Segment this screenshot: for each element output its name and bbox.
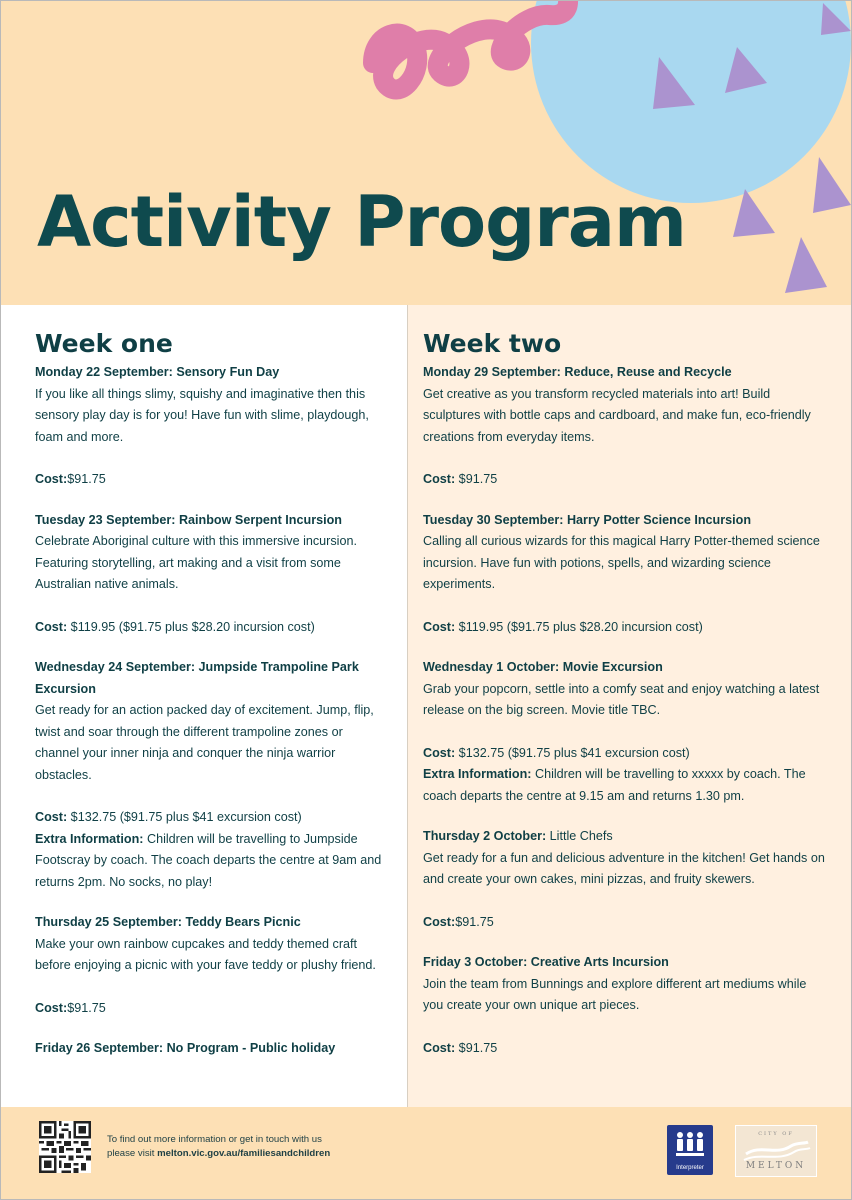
activity-item	[423, 826, 825, 933]
activity-cost	[35, 469, 385, 491]
activity-description: Grab your popcorn, settle into a comfy seat and enjoy watching a latest release on the big screen. Movie title TBC.	[423, 681, 820, 717]
activity-description: Get creative as you transform recycled materials into art! Build sculptures with bottle caps and cardboard, and make fun, eco-friendly creations from everyday items.	[423, 386, 811, 444]
activity-item	[423, 952, 825, 1059]
cost-label: Cost:	[35, 472, 68, 486]
week-two-column	[407, 305, 851, 1107]
activity-heading: Monday 22 September: Sensory Fun Day	[35, 365, 280, 379]
activity-heading: Friday 26 September: No Program - Public holiday	[35, 1041, 336, 1055]
week-one-title: Week one	[35, 329, 173, 358]
footer-info-text	[107, 1133, 330, 1161]
activity-item	[35, 912, 385, 1019]
interpreter-logo	[667, 1125, 713, 1175]
activity-heading: Tuesday 23 September: Rainbow Serpent Incursion	[35, 512, 342, 527]
activity-cost	[423, 912, 825, 934]
purple-triangle-shape	[733, 189, 775, 237]
activity-heading: Friday 3 October: Creative Arts Incursion	[423, 955, 669, 969]
cost-value: $132.75 ($91.75 plus $41 excursion cost)	[455, 745, 690, 760]
activity-cost	[423, 743, 825, 765]
activity-description: Join the team from Bunnings and explore different art mediums while you create your own unique art pieces.	[423, 976, 807, 1012]
activity-heading: Thursday 25 September: Teddy Bears Picnic	[35, 915, 301, 929]
activity-cost	[423, 469, 825, 491]
melton-logo-text: MELTON	[745, 1161, 807, 1171]
cost-value: $132.75 ($91.75 plus $41 excursion cost)	[67, 810, 302, 824]
purple-triangle-shape	[785, 237, 827, 293]
activity-cost	[423, 1038, 825, 1060]
week-two-title: Week two	[423, 329, 562, 358]
activity-heading: Wednesday 24 September: Jumpside Trampoline Park Excursion	[35, 660, 359, 696]
purple-triangle-shape	[813, 157, 851, 213]
cost-value: $119.95 ($91.75 plus $28.20 incursion cost)	[455, 619, 703, 634]
city-of-melton-logo	[735, 1125, 817, 1177]
extra-info-text: Children will be travelling to xxxxx by coach. The coach departs the centre at 9.15 am and returns 1.30 pm.	[423, 767, 806, 803]
cost-label: Cost:	[423, 914, 456, 929]
activity-extra-info	[423, 764, 825, 807]
extra-info-label: Extra Information:	[35, 831, 144, 846]
activity-description: If you like all things slimy, squishy and imaginative then this sensory play day is for you! Have fun with slime, playdough, foam and more.	[35, 386, 369, 444]
activity-cost	[423, 617, 825, 639]
cost-label: Cost:	[423, 1040, 456, 1055]
activity-heading-name: Little Chefs	[546, 829, 613, 843]
activity-description: Calling all curious wizards for this magical Harry Potter-themed science incursion. Have fun with potions, spells, and wizarding science experiments.	[423, 534, 820, 591]
activity-item	[423, 657, 825, 807]
activity-heading	[423, 826, 825, 848]
activity-item	[35, 510, 385, 639]
activity-description: Get ready for an action packed day of excitement. Jump, flip, twist and soar through the different trampoline zones or channel your inner ninja and conquer the ninja warrior obstacles.	[35, 703, 374, 782]
activity-item	[423, 510, 825, 639]
cost-label: Cost:	[423, 745, 456, 760]
cost-value: $91.75	[67, 1000, 106, 1015]
activity-item	[35, 657, 385, 893]
extra-info-label: Extra Information:	[423, 767, 532, 781]
activity-item	[423, 362, 825, 491]
activity-extra-info	[35, 829, 385, 894]
cost-value: $91.75	[455, 472, 498, 486]
activity-description: Make your own rainbow cupcakes and teddy themed craft before enjoying a picnic with your fave teddy or plushy friend.	[35, 936, 376, 972]
cost-value: $91.75	[455, 914, 494, 929]
activity-heading: Tuesday 30 September: Harry Potter Science Incursion	[423, 512, 752, 527]
footer	[1, 1107, 851, 1199]
qr-code-icon[interactable]	[39, 1121, 91, 1173]
interpreter-people-icon	[667, 1125, 713, 1163]
cost-label: Cost:	[35, 810, 68, 824]
footer-line-2	[107, 1147, 330, 1161]
activity-description: Celebrate Aboriginal culture with this immersive incursion. Featuring storytelling, art making and a visit from some Australian native animals.	[35, 534, 357, 591]
cost-label: Cost:	[423, 619, 456, 634]
extra-info-text: Children will be travelling to Jumpside Footscray by coach. The coach departs the centre at 9am and returns 2pm. No socks, no play!	[35, 831, 382, 889]
cost-value: $91.75	[67, 472, 106, 486]
cost-label: Cost:	[423, 472, 456, 486]
page-title: Activity Program	[37, 181, 686, 263]
header-banner	[1, 1, 851, 305]
cost-label: Cost:	[35, 619, 68, 634]
cost-label: Cost:	[35, 1000, 68, 1015]
footer-line-2-prefix: please visit	[107, 1148, 158, 1159]
activity-heading: Wednesday 1 October: Movie Excursion	[423, 660, 663, 674]
activity-heading: Monday 29 September: Reduce, Reuse and Recycle	[423, 365, 732, 379]
activity-item	[35, 362, 385, 491]
cost-value: $91.75	[455, 1040, 498, 1055]
activity-cost	[35, 807, 385, 829]
week-one-column	[1, 305, 407, 1107]
activity-cost	[35, 617, 385, 639]
interpreter-label: Interpreter	[676, 1165, 704, 1171]
footer-line-1: To find out more information or get in touch with us	[107, 1134, 322, 1145]
cost-value: $119.95 ($91.75 plus $28.20 incursion cost)	[67, 619, 315, 634]
activity-cost	[35, 998, 385, 1020]
activity-item	[35, 1038, 385, 1060]
activity-heading-day: Thursday 2 October:	[423, 829, 547, 843]
activity-description: Get ready for a fun and delicious adventure in the kitchen! Get hands on and create your own cakes, mini pizzas, and fruity skewers.	[423, 850, 825, 886]
melton-logo-top-text: CITY OF	[758, 1131, 794, 1137]
footer-website-link[interactable]: melton.vic.gov.au/familiesandchildren	[157, 1148, 331, 1159]
